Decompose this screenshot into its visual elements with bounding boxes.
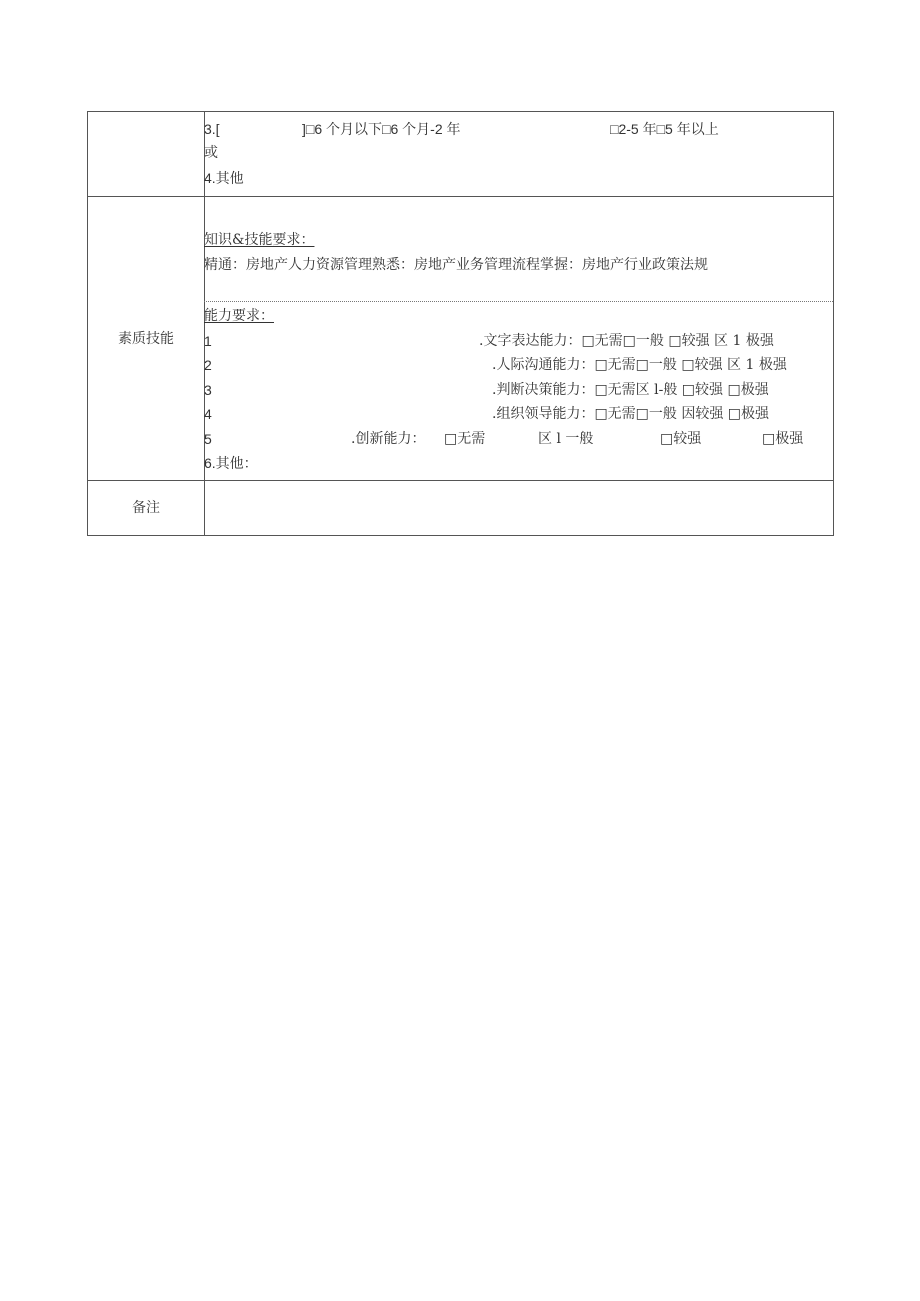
ability-number: 3 [204,382,212,398]
ability-number: 4 [204,406,212,422]
tenure-options-a: ]□6 个月以下□6 个月-2 年 [302,121,461,137]
quality-skills-label: 素质技能 [118,331,174,347]
ability-row: .判断决策能力：□无需区 l-般 □较强 □极强 [492,382,769,398]
tenure-other: 4.其他 [204,170,244,186]
section-divider [204,301,833,302]
knowledge-heading: 知识&技能要求： [204,232,315,248]
ability-row: .组织领导能力：□无需□一般 因较强 □极强 [492,406,770,422]
row-divider [88,480,833,481]
ability-number: 5 [204,431,212,447]
knowledge-text: 精通：房地产人力资源管理熟悉：房地产业务管理流程掌握：房地产行业政策法规 [204,257,708,273]
ability-number: 1 [204,333,212,349]
remark-label: 备注 [132,500,160,516]
ability-option: 区 l 一般 [538,431,594,447]
ability-heading: 能力要求： [204,308,274,324]
ability-number: 2 [204,357,212,373]
ability-option: □无需 [444,431,486,447]
tenure-options-b: □2-5 年□5 年以上 [610,121,719,137]
ability-row: .文字表达能力：□无需□一般 □较强 区 1 极强 [479,333,774,349]
ability-other: 6.其他： [204,455,258,471]
tenure-or: 或 [204,145,218,161]
ability-option: □较强 [660,431,702,447]
row-divider [88,196,833,197]
ability-name: .创新能力： [351,431,426,447]
tenure-item-number: 3.[ [204,121,220,137]
ability-row: .人际沟通能力：□无需□一般 □较强 区 1 极强 [492,357,787,373]
requirements-table [87,111,834,536]
ability-option: □极强 [762,431,804,447]
